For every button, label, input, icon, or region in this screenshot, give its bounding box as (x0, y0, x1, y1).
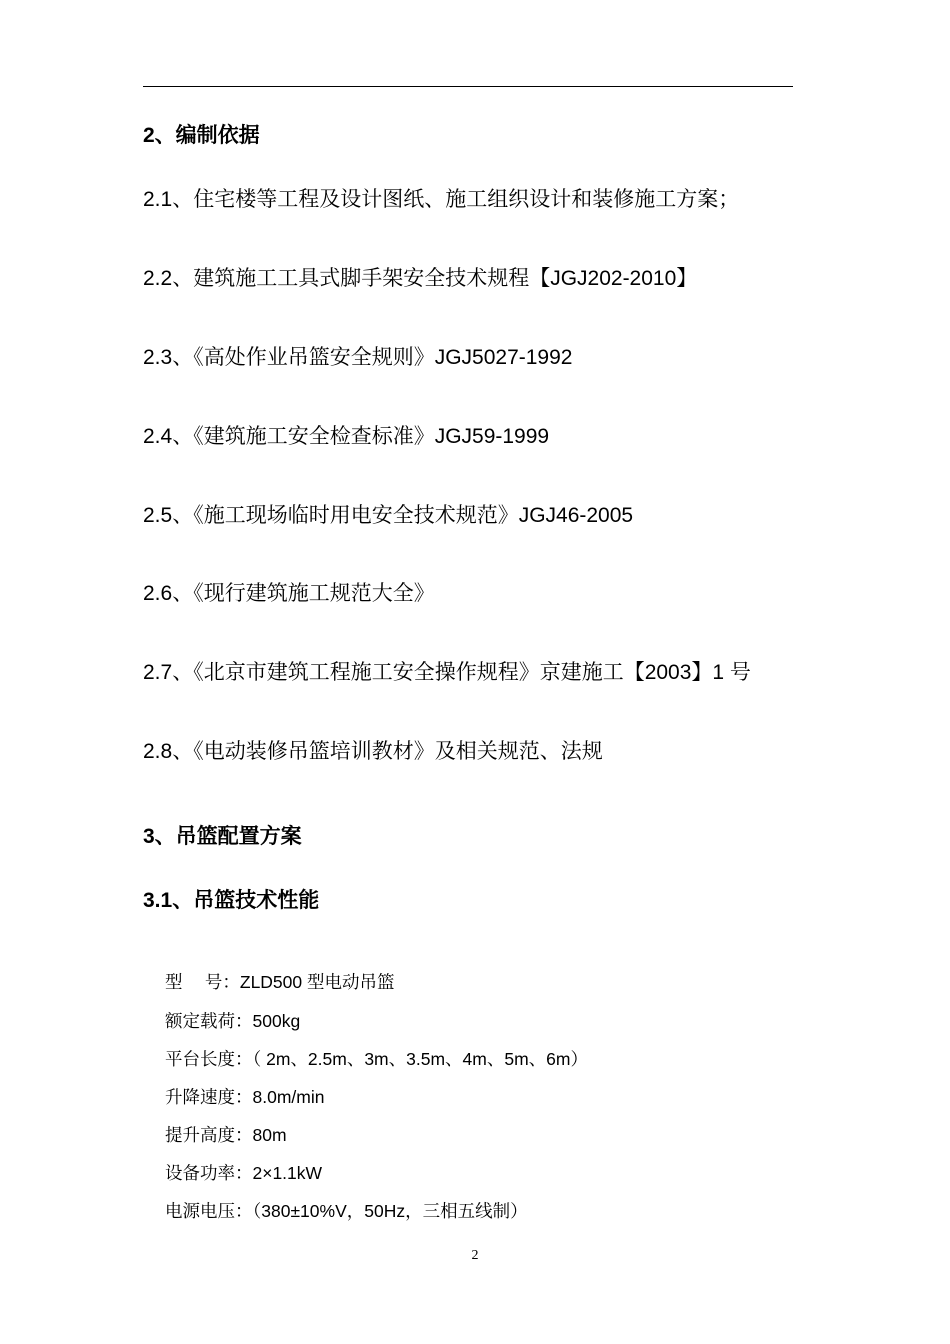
spec-value: ZLD500 型电动吊篮 (239, 972, 395, 992)
basis-item-2-2: 2.2、建筑施工工具式脚手架安全技术规程【JGJ202-2010】 (143, 267, 698, 290)
section-2-heading: 2、编制依据 (143, 124, 260, 147)
spec-platform-length (165, 1051, 588, 1069)
basis-item-2-1: 2.1、住宅楼等工程及设计图纸、施工组织设计和装修施工方案； (143, 188, 740, 211)
basis-item-2-4: 2.4、《建筑施工安全检查标准》JGJ59-1999 (143, 425, 550, 448)
spec-label: 设备功率： (165, 1163, 253, 1183)
spec-value: （ 2m、2.5m、3m、3.5m、4m、5m、6m） (252, 1049, 588, 1069)
basis-item-2-3: 2.3、《高处作业吊篮安全规则》JGJ5027-1992 (143, 346, 573, 369)
spec-lifting-speed (165, 1089, 324, 1107)
section-3-1-heading: 3.1、吊篮技术性能 (143, 889, 320, 912)
spec-value: 500kg (252, 1011, 301, 1031)
spec-label: 型 号： (165, 972, 240, 992)
spec-value: 2×1.1kW (252, 1163, 323, 1183)
spec-label: 电源电压： (165, 1201, 253, 1221)
spec-voltage (165, 1203, 528, 1221)
spec-power (165, 1165, 322, 1183)
spec-model (165, 974, 395, 992)
spec-value: 8.0m/min (252, 1087, 325, 1107)
basis-item-2-7: 2.7、《北京市建筑工程施工安全操作规程》京建施工【2003】1 号 (143, 661, 751, 684)
spec-rated-load (165, 1013, 300, 1031)
spec-lifting-height (165, 1127, 287, 1145)
spec-label: 提升高度： (165, 1125, 253, 1145)
spec-label: 额定载荷： (165, 1011, 253, 1031)
section-3-heading: 3、吊篮配置方案 (143, 825, 302, 848)
basis-item-2-5: 2.5、《施工现场临时用电安全技术规范》JGJ46-2005 (143, 504, 634, 527)
header-rule (143, 86, 793, 87)
spec-label: 平台长度： (165, 1049, 253, 1069)
spec-value: （380±10%V，50Hz，三相五线制） (252, 1201, 528, 1221)
page-number: 2 (471, 1248, 479, 1263)
basis-item-2-6: 2.6、《现行建筑施工规范大全》 (143, 582, 435, 605)
basis-item-2-8: 2.8、《电动装修吊篮培训教材》及相关规范、法规 (143, 740, 603, 763)
spec-value: 80m (252, 1125, 287, 1145)
spec-label: 升降速度： (165, 1087, 253, 1107)
